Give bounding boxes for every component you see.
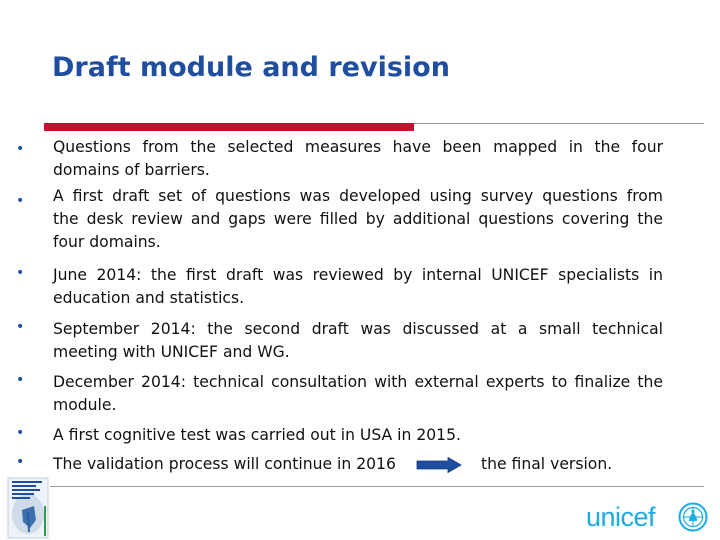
bullet-line: domains of barriers.	[53, 161, 210, 179]
bullet-dot-icon: •	[16, 454, 25, 470]
bullet-line: four domains.	[53, 233, 161, 251]
arrow-right-icon	[416, 457, 462, 473]
bullet-line: meeting with UNICEF and WG.	[53, 343, 290, 361]
bullet-line: The validation process will continue in 2016	[53, 455, 396, 473]
bullet-item-6	[53, 424, 663, 447]
bullet-line: A first draft set of questions was developed using survey questions from	[53, 187, 663, 205]
bullet-line: December 2014: technical consultation with external experts to finalize the	[53, 373, 663, 391]
bullet-line: Questions from the selected measures have been mapped in the four	[53, 138, 663, 156]
bullet-dot-icon: •	[16, 265, 25, 281]
unicef-logo	[586, 500, 710, 536]
unicef-wordmark: unicef	[586, 502, 656, 532]
bullet-dot-icon: •	[16, 425, 25, 441]
bullet-item-1	[53, 136, 663, 182]
bullet-line: the desk review and gaps were filled by additional questions covering the	[53, 210, 663, 228]
bullet-dot-icon: •	[16, 372, 25, 388]
bullet-item-3	[53, 264, 663, 310]
bullet-dot-icon: •	[16, 193, 25, 209]
bullet-item-5	[53, 371, 663, 417]
bullet-line: June 2014: the first draft was reviewed by internal UNICEF specialists in	[53, 266, 663, 284]
bullet-item-4	[53, 318, 663, 364]
bullet-item-2	[53, 185, 663, 254]
final-version-text: the final version.	[481, 455, 613, 473]
bullet-dot-icon: •	[16, 141, 25, 157]
footer-divider	[44, 486, 704, 487]
washington-group-logo-icon	[6, 476, 50, 540]
bullet-line: A first cognitive test was carried out in USA in 2015.	[53, 426, 461, 444]
bullet-line: education and statistics.	[53, 289, 245, 307]
bullet-line: module.	[53, 396, 117, 414]
unicef-emblem-icon	[678, 502, 708, 532]
bullet-line: September 2014: the second draft was discussed at a small technical	[53, 320, 663, 338]
bullet-dot-icon: •	[16, 319, 25, 335]
slide-title: Draft module and revision	[52, 52, 450, 83]
